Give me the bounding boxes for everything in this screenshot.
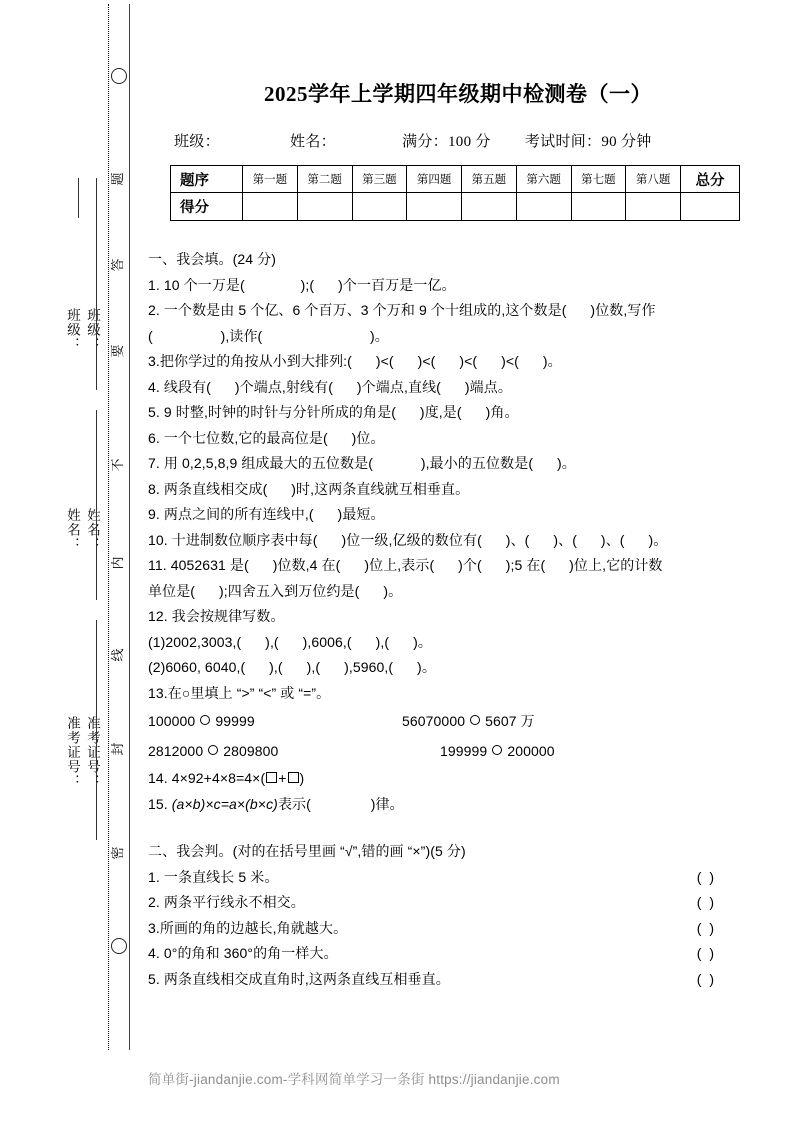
seal-rule-examno: [96, 620, 97, 840]
question-2-line2[interactable]: ( ),读作( )。: [148, 327, 389, 344]
truefalse-item-2[interactable]: [148, 890, 768, 916]
truefalse-text-3: 3.所画的角的边越长,角就越大。: [148, 919, 348, 936]
question-4[interactable]: 4. 线段有( )个端点,射线有( )个端点,直线( )端点。: [148, 378, 512, 395]
question-8[interactable]: 8. 两条直线相交成( )时,这两条直线就互相垂直。: [148, 480, 470, 497]
questions-body: [148, 247, 768, 992]
score-cell-q1[interactable]: [243, 193, 298, 221]
question-7[interactable]: 7. 用 0,2,5,8,9 组成最大的五位数是( ),最小的五位数是( )。: [148, 455, 576, 471]
circle-blank-icon[interactable]: [200, 715, 210, 725]
question-12[interactable]: 12. 我会按规律写数。: [148, 608, 285, 624]
score-cell-total[interactable]: [681, 193, 740, 221]
question-13: 13.在○里填上 “>” “<” 或 “=”。: [148, 684, 331, 701]
truefalse-text-4: 4. 0°的角和 360°的角一样大。: [148, 945, 338, 961]
seal-solid-line: [129, 4, 130, 1050]
seal-notice-char-mi: 密: [111, 842, 125, 864]
comparison-3-right: 2809800: [223, 743, 279, 759]
circle-blank-icon[interactable]: [208, 745, 218, 755]
truefalse-answer-5[interactable]: ( ): [696, 970, 716, 987]
truefalse-text-1: 1. 一条直线长 5 米。: [148, 868, 279, 885]
duration-label: 考试时间：90 分钟: [524, 134, 652, 150]
seal-notice-char-yao: 要: [111, 340, 125, 362]
seal-label-examno-inner: 准考证号：: [85, 716, 100, 789]
truefalse-answer-4[interactable]: ( ): [696, 945, 716, 961]
comparison-4-right: 200000: [507, 743, 555, 759]
square-blank-icon[interactable]: [288, 772, 299, 783]
seal-rule-name: [96, 410, 97, 600]
score-table-col-q2: 第二题: [297, 166, 352, 193]
question-5[interactable]: 5. 9 时整,时钟的时针与分针所成的角是( )度,是( )角。: [148, 404, 519, 420]
comparison-1-right: 99999: [215, 713, 255, 729]
seal-rule-class: [96, 178, 97, 390]
section-two-heading: 二、我会判。(对的在括号里画 “√”,错的画 “×”)(5 分): [148, 843, 466, 859]
question-14[interactable]: [148, 766, 768, 792]
question-15-formula: (a×b)×c=a×(b×c): [171, 795, 278, 812]
question-1[interactable]: 1. 10 个一万是( );( )个一百万是一亿。: [148, 276, 456, 293]
seal-label-name-outer: 姓名：: [65, 508, 80, 552]
seal-label-class-inner: 班级：: [85, 308, 100, 352]
truefalse-text-5: 5. 两条直线相交成直角时,这两条直线互相垂直。: [148, 970, 450, 987]
score-table-col-q3: 第三题: [352, 166, 407, 193]
score-cell-q4[interactable]: [407, 193, 462, 221]
truefalse-item-3[interactable]: [148, 916, 768, 942]
page-title: 2025学年上学期四年级期中检测卷（一）: [264, 82, 652, 106]
seal-notice-char-feng: 封: [111, 738, 125, 760]
score-table-col-q7: 第七题: [571, 166, 626, 193]
score-table-col-q5: 第五题: [462, 166, 517, 193]
exam-paper-content: [148, 0, 768, 1122]
question-11-line1[interactable]: 11. 4052631 是( )位数,4 在( )位上,表示( )个( );5 在( )位上,它的计数: [148, 557, 663, 573]
score-cell-q8[interactable]: [626, 193, 681, 221]
score-cell-q3[interactable]: [352, 193, 407, 221]
question-15-prefix: 15.: [148, 795, 172, 812]
score-table-col-q6: 第六题: [516, 166, 571, 193]
seal-dotted-line: [108, 4, 130, 1050]
name-label: 姓名：: [290, 134, 336, 150]
comparison-pair-2[interactable]: [402, 706, 535, 736]
seal-label-name-inner: 姓名：: [85, 508, 100, 552]
score-table-col-q4: 第四题: [407, 166, 462, 193]
score-table-col-q1: 第一题: [243, 166, 298, 193]
seal-circle-marker-bottom: [111, 938, 127, 954]
question-10[interactable]: 10. 十进制数位顺序表中每( )位一级,亿级的数位有( )、( )、( )、( )。: [148, 531, 668, 548]
footer-watermark: 简单街-jiandanjie.com-学科网简单学习一条街 https://jiandanjie.com: [148, 1072, 560, 1087]
question-12-part2[interactable]: (2)6060, 6040,( ),( ),( ),5960,( )。: [148, 659, 436, 675]
question-6[interactable]: 6. 一个七位数,它的最高位是( )位。: [148, 429, 385, 446]
seal-binding-area: [0, 0, 140, 1122]
score-table-row-label-order: 题序: [171, 166, 243, 193]
comparison-4-left: 199999: [440, 743, 488, 759]
truefalse-item-1[interactable]: [148, 865, 768, 891]
question-14-mid: +: [278, 770, 287, 786]
comparison-1-left: 100000: [148, 713, 196, 729]
comparison-2-left: 56070000: [402, 713, 466, 729]
question-12-part1[interactable]: (1)2002,3003,( ),( ),6006,( ),( )。: [148, 633, 432, 650]
seal-notice-char-da: 答: [111, 254, 125, 276]
question-2-line1[interactable]: 2. 一个数是由 5 个亿、6 个百万、3 个万和 9 个十组成的,这个数是( )位数,写作: [148, 302, 656, 318]
question-11-line2[interactable]: 单位是( );四舍五入到万位约是( )。: [148, 582, 403, 599]
score-table-col-total: 总分: [681, 166, 740, 193]
truefalse-text-2: 2. 两条平行线永不相交。: [148, 894, 305, 910]
comparison-2-right: 5607 万: [485, 713, 535, 729]
comparison-row-1[interactable]: [148, 706, 768, 736]
seal-notice-char-bu: 不: [111, 454, 125, 476]
seal-notice-char-xian: 线: [111, 644, 125, 666]
truefalse-item-5[interactable]: [148, 967, 768, 993]
seal-tick-class: [78, 178, 79, 218]
question-3[interactable]: 3.把你学过的角按从小到大排列:( )<( )<( )<( )<( )。: [148, 353, 562, 369]
question-9[interactable]: 9. 两点之间的所有连线中,( )最短。: [148, 506, 385, 522]
comparison-3-left: 2812000: [148, 743, 204, 759]
score-cell-q2[interactable]: [297, 193, 352, 221]
score-cell-q7[interactable]: [571, 193, 626, 221]
table-row: [171, 193, 740, 221]
seal-label-class-outer: 班级：: [65, 308, 80, 352]
section-one-heading: 一、我会填。(24 分): [148, 251, 276, 267]
comparison-pair-1[interactable]: [148, 706, 398, 736]
seal-circle-marker-top: [111, 68, 127, 84]
question-14-suffix: ): [299, 770, 305, 786]
circle-blank-icon[interactable]: [470, 715, 480, 725]
student-info-line: [148, 130, 768, 151]
score-table-col-q8: 第八题: [626, 166, 681, 193]
question-15-suffix: 表示( )律。: [277, 795, 404, 812]
comparison-row-2[interactable]: [148, 736, 768, 766]
full-score-label: 满分：100 分: [402, 134, 491, 150]
section-spacer: [148, 817, 768, 839]
question-15[interactable]: [148, 792, 768, 818]
truefalse-answer-1[interactable]: ( ): [696, 868, 716, 885]
score-cell-q6[interactable]: [516, 193, 571, 221]
comparison-pair-4[interactable]: [402, 736, 555, 766]
comparison-pair-3[interactable]: [148, 736, 398, 766]
score-table-row-label-score: 得分: [171, 193, 243, 221]
seal-notice-char-nei: 内: [111, 552, 125, 574]
truefalse-item-4[interactable]: [148, 941, 768, 967]
circle-blank-icon[interactable]: [492, 745, 502, 755]
seal-label-examno-outer: 准考证号：: [65, 716, 80, 789]
seal-notice-char-ti: 题: [111, 168, 125, 190]
question-14-prefix: 14. 4×92+4×8=4×(: [148, 770, 266, 786]
score-cell-q5[interactable]: [462, 193, 517, 221]
score-table: [170, 165, 740, 221]
square-blank-icon[interactable]: [266, 772, 277, 783]
truefalse-answer-2[interactable]: ( ): [696, 894, 716, 910]
class-label: 班级：: [174, 134, 220, 150]
truefalse-answer-3[interactable]: ( ): [696, 919, 716, 936]
table-row: [171, 166, 740, 193]
